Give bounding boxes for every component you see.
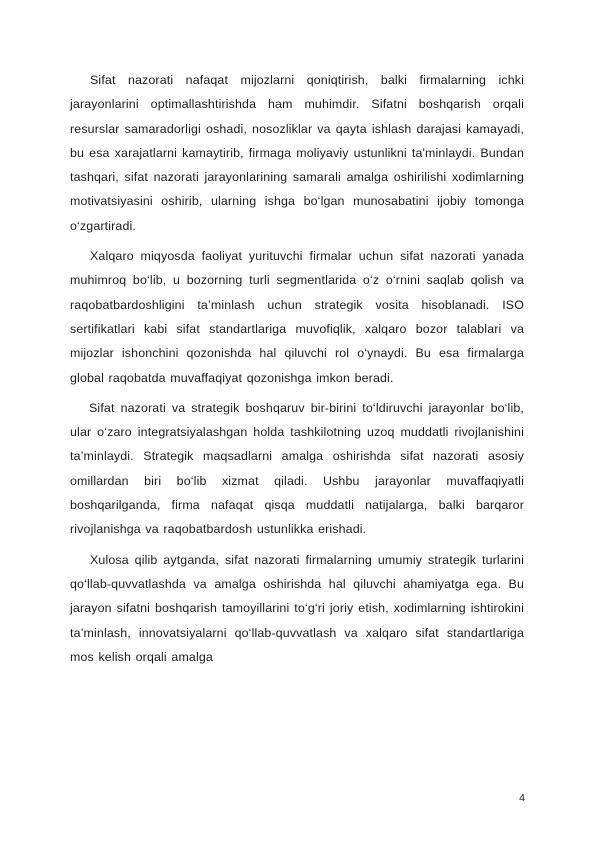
paragraph-2: Xalqaro miqyosda faoliyat yurituvchi firmalar uchun sifat nazorati yanada muhimroq bo‘lib, u bozorning turli segmentlarida o‘z o‘rnini saqlab qolish va raqobatbardoshligini ta’minlash uchun strategik vosita hisoblanadi. ISO sertifikatlari kabi sifat standartlariga muvofiqlik, xalqaro bozor talablari va mijozlar ishonchini qozonishda hal qiluvchi rol o‘ynaydi. Bu esa firmalarga global raqobatda muvaffaqiyat qozonishga imkon beradi. — [70, 249, 524, 385]
page-number: 4 — [519, 792, 525, 804]
paragraph-4: Xulosa qilib aytganda, sifat nazorati firmalarning umumiy strategik turlarini qo‘llab-quvvatlashda va amalga oshirishda hal qiluvchi ahamiyatga ega. Bu jarayon sifatni boshqarish tamoyillarini to‘g‘ri joriy etish, xodimlarning ishtirokini ta’minlash, innovatsiyalarni qo‘llab-quvvatlash va xalqaro sifat standartlariga mos kelish orqali amalga — [70, 552, 524, 664]
paragraph-3: Sifat nazorati va strategik boshqaruv bir-birini to‘ldiruvchi jarayonlar bo‘lib, ular o‘zaro integratsiyalashgan holda tashkilotning uzoq muddatli rivojlanishini ta’minlaydi. Strategik maqsadlarni amalga oshirishda sifat nazorati asosiy omillardan biri bo‘lib xizmat qiladi. Ushbu jarayonlar muvaffaqiyatli boshqarilganda, firma nafaqat qisqa muddatli natijalarga, balki barqaror rivojlanishga va raqobatbardosh ustunlikka erishadi. — [70, 400, 524, 537]
paragraph-1: Sifat nazorati nafaqat mijozlarni qoniqtirish, balki firmalarning ichki jarayonlarini optimallashtirishda ham muhimdir. Sifatni boshqarish orqali resurslar samaradorligi oshadi, nosozliklar va qayta ishlash darajasi kamayadi, bu esa xarajatlarni kamaytirib, firmaga moliyaviy ustunlikni ta'minlaydi. Bundan tashqari, sifat nazorati jarayonlarining samarali amalga oshirilishi xodimlarning motivatsiyasini oshirib, ularning ishga bo‘lgan munosabatini ijobiy tomonga o‘zgartiradi. — [70, 73, 524, 233]
page-body — [70, 68, 524, 675]
